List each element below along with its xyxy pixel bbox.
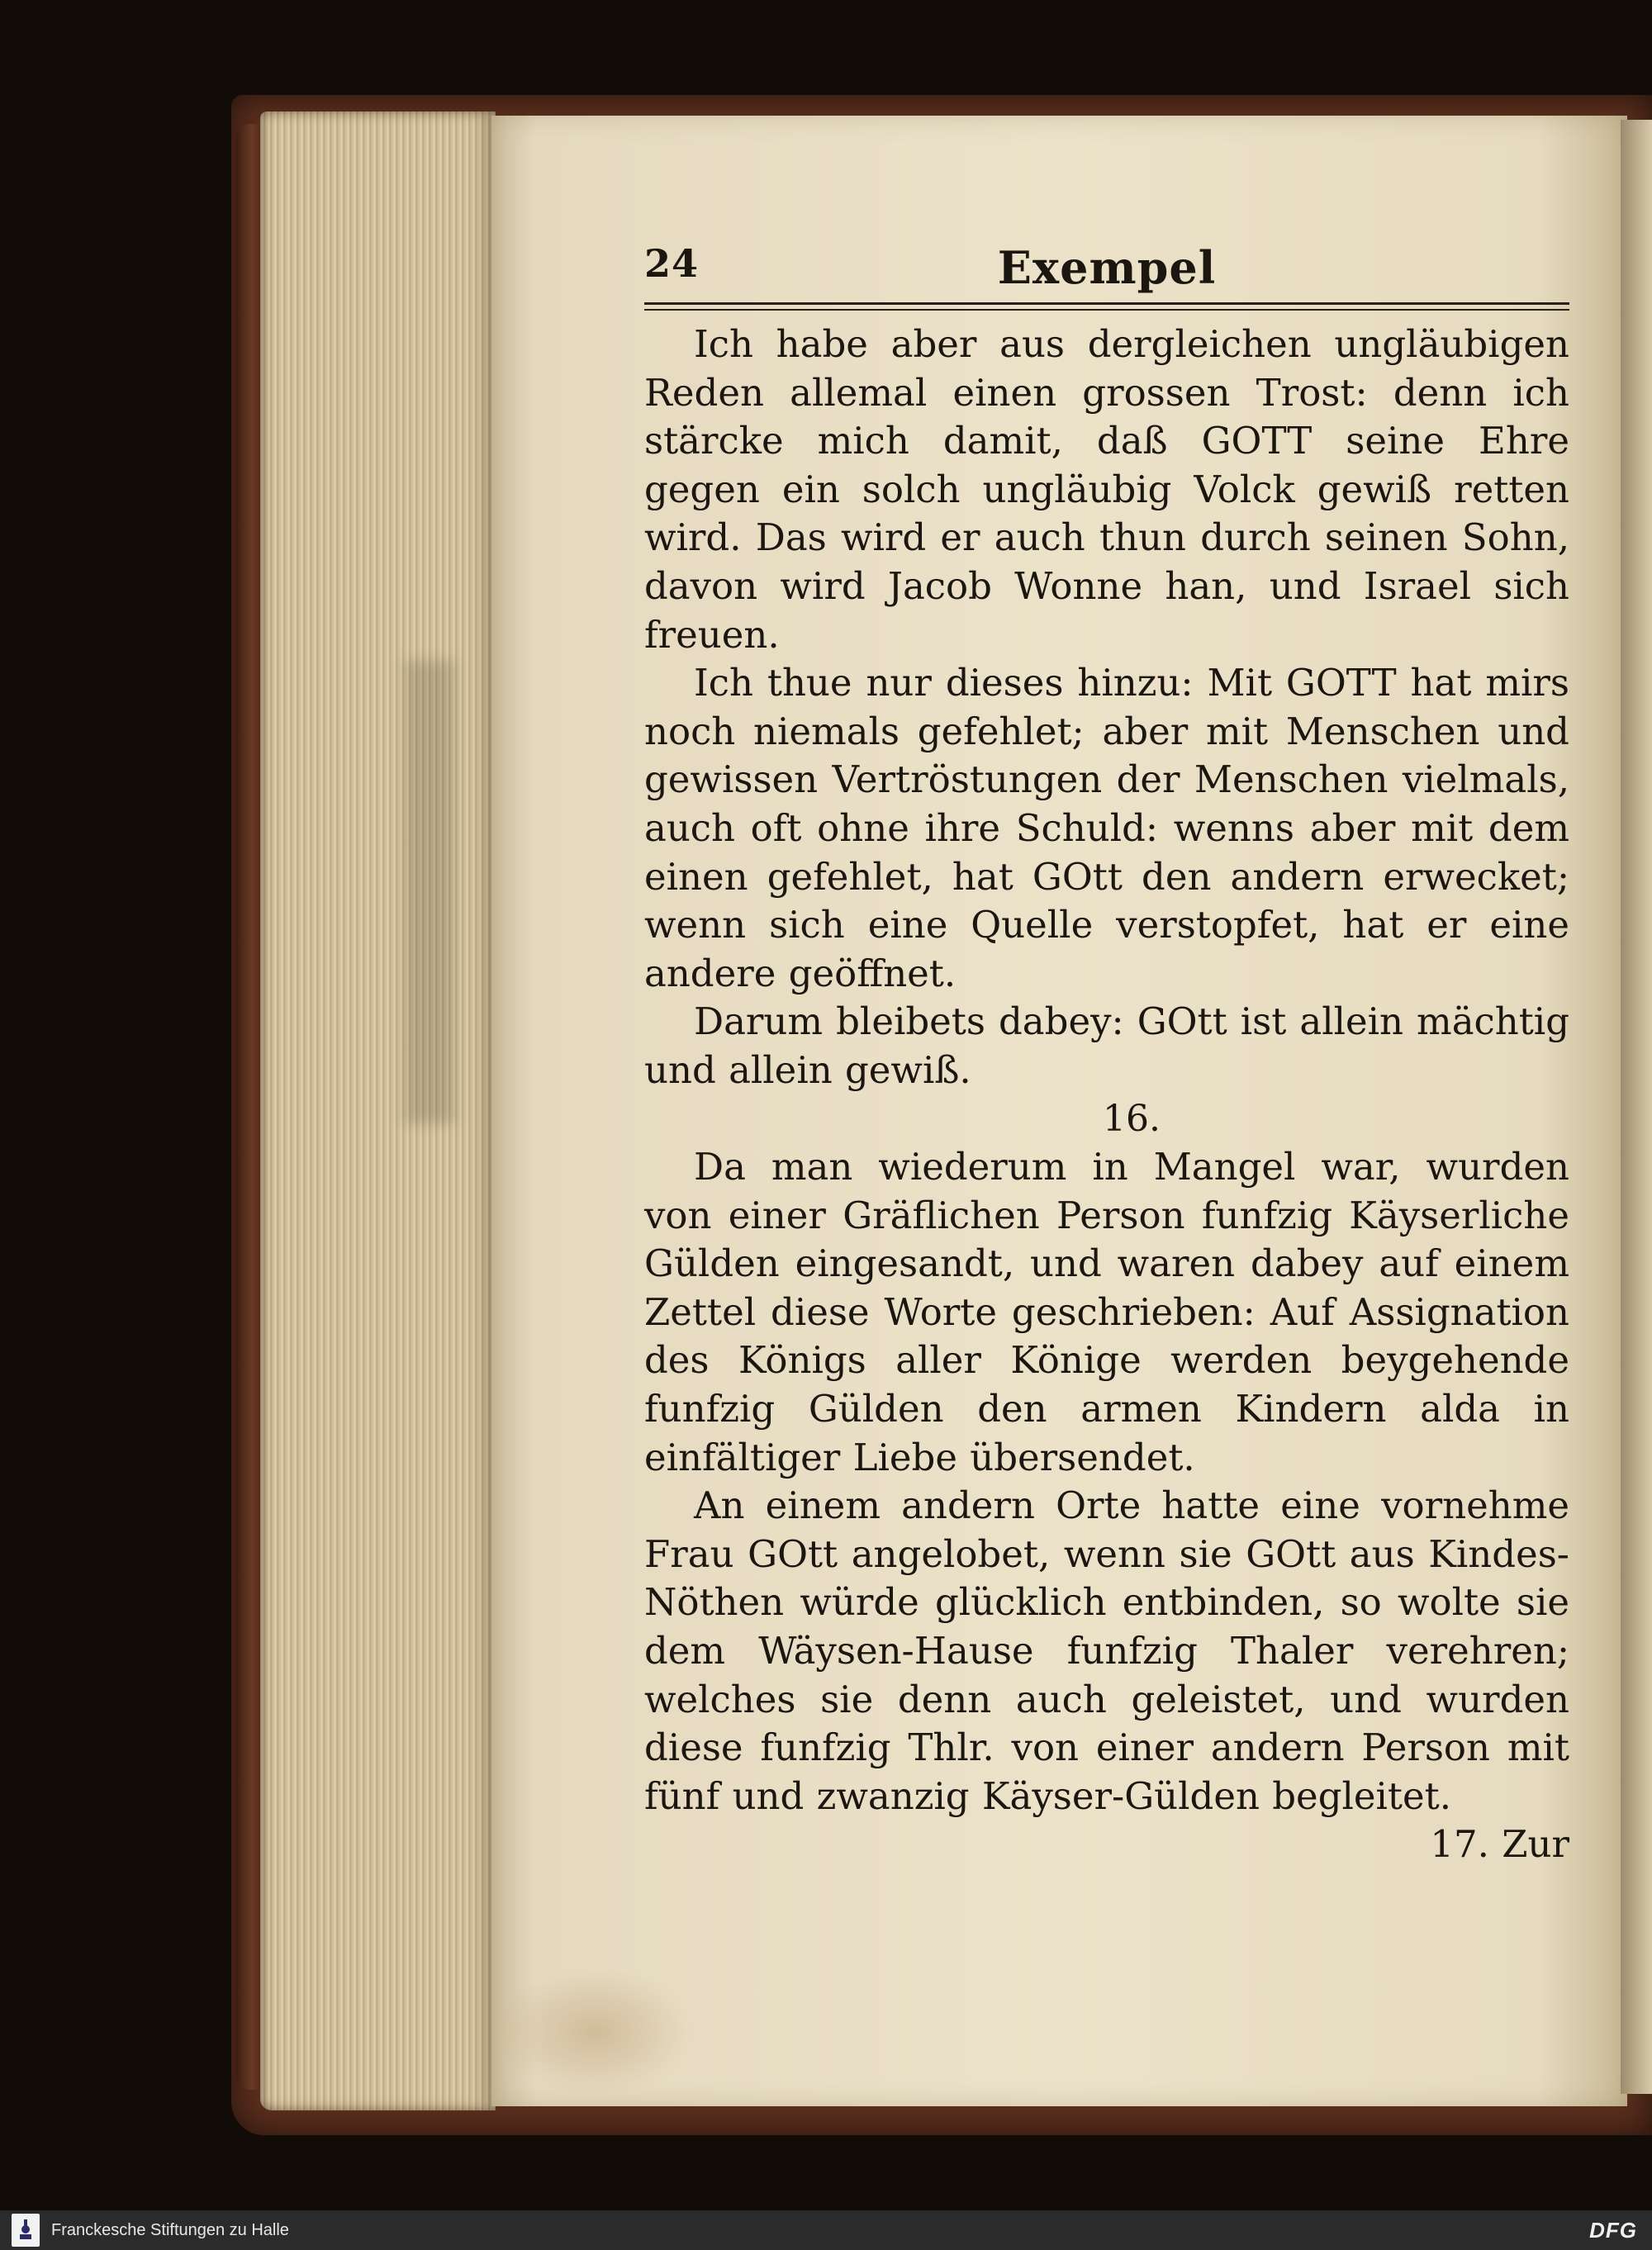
dfg-logo: DFG xyxy=(1589,2217,1637,2243)
paragraph: Ich thue nur dieses hinzu: Mit GOTT hat mirs noch niemals gefehlet; aber mit Menschen und gewissen Vertröstungen der Menschen vielmals, auch oft ohne ihre Schuld: wenns aber mit dem einen gefehlet, hat GOtt den andern erwecket; wenn sich eine Quelle verstopfet, hat er eine andere geöffnet. xyxy=(644,661,1569,995)
page-foxing xyxy=(496,1966,694,2098)
head-rule-thin xyxy=(644,309,1569,311)
section-number: 16. xyxy=(1103,1097,1161,1140)
paragraph: An einem andern Orte hatte eine vornehme Frau GOtt angelobet, wenn sie GOtt aus Kindes-Nöthen würde glücklich entbinden, so wolte sie dem Wäysen-Hause funfzig Thaler verehren; welches sie denn auch geleistet, und wurden diese funfzig Thlr. von einer andern Person mit fünf und zwanzig Käyser-Gülden begleitet. xyxy=(644,1483,1569,1818)
page-number: 24 xyxy=(644,241,700,286)
running-head xyxy=(644,241,1569,299)
paragraph: Ich habe aber aus dergleichen ungläubigen Reden allemal einen grossen Trost: denn ich stärcke mich damit, daß GOTT seine Ehre gegen ein solch ungläubig Volck gewiß retten wird. Das wird er auch thun durch seinen Sohn, davon wird Jacob Wonne han, und Israel sich freuen. xyxy=(644,322,1569,657)
footer-institution: Franckesche Stiftungen zu Halle xyxy=(51,2220,289,2239)
page-edges xyxy=(260,112,496,2110)
page-body xyxy=(644,320,1569,1869)
page-text-block xyxy=(644,241,1569,1869)
paragraph: Da man wiederum in Mangel war, wurden von einer Gräflichen Person funfzig Käyserliche Gülden eingesandt, und waren dabey auf einem Zettel diese Worte geschrieben: Auf Assignation des Königs aller Könige werden beygehende funfzig Gülden den armen Kindern alda in einfältiger Liebe übersendet. xyxy=(644,1145,1569,1479)
running-head-title: Exempel xyxy=(997,241,1217,294)
francke-foundation-logo-icon xyxy=(12,2214,40,2247)
catchword: 17. Zur xyxy=(1430,1822,1569,1867)
head-rule xyxy=(644,302,1569,305)
page-edge-stain xyxy=(405,661,454,1123)
facing-page-edge xyxy=(1621,120,1652,2094)
viewer-footer xyxy=(0,2210,1652,2250)
paragraph: Darum bleibets dabey: GOtt ist allein mächtig und allein gewiß. xyxy=(644,999,1569,1092)
